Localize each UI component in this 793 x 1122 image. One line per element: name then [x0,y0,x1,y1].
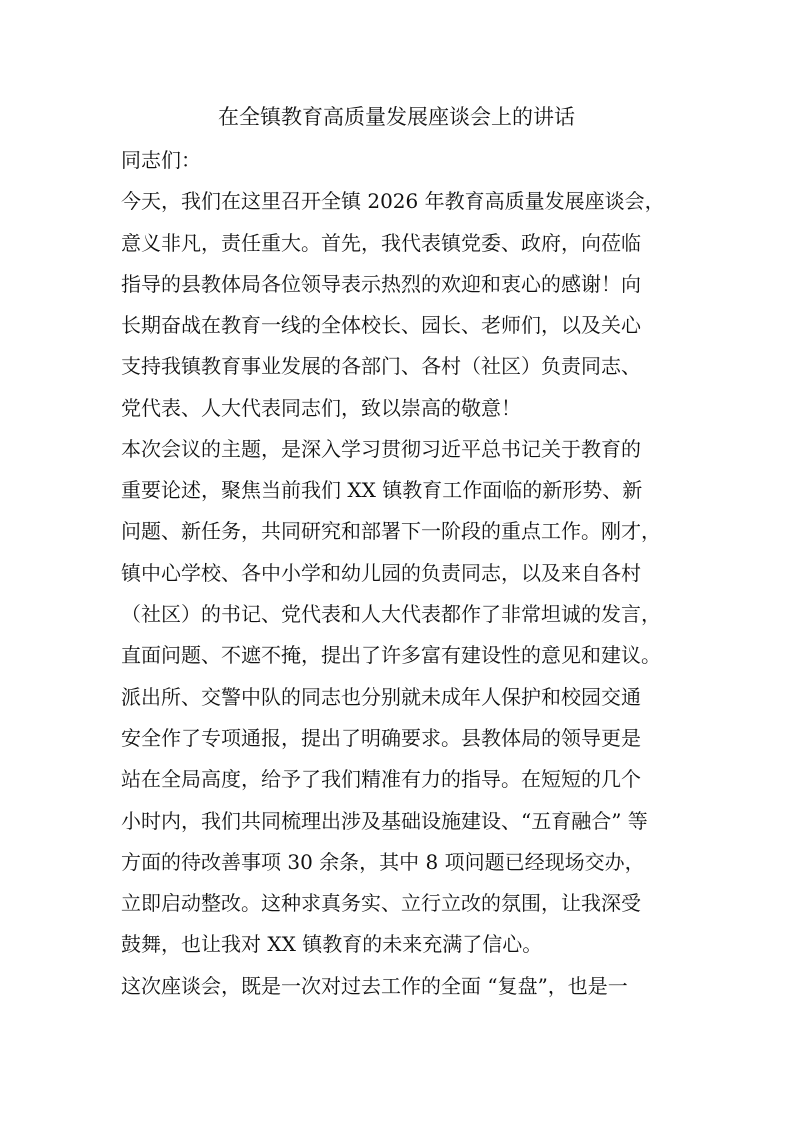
paragraph-line: 安全作了专项通报，提出了明确要求。县教体局的领导更是 [121,726,641,750]
paragraph-line: （社区）的书记、党代表和人大代表都作了非常坦诚的发言， [121,602,661,626]
paragraph-line: 党代表、人大代表同志们，致以崇高的敬意！ [121,396,521,420]
paragraph-line: 这次座谈会，既是一次对过去工作的全面 “复盘”，也是一 [121,974,628,998]
paragraph-line: 问题、新任务，共同研究和部署下一阶段的重点工作。刚才， [121,519,661,543]
paragraph-line: 小时内，我们共同梳理出涉及基础设施建设、“五育融合” 等 [121,809,648,833]
paragraph-line: 指导的县教体局各位领导表示热烈的欢迎和衷心的感谢！向 [121,272,641,296]
salutation: 同志们： [121,148,201,172]
document-title: 在全镇教育高质量发展座谈会上的讲话 [218,105,575,129]
paragraph-line: 本次会议的主题，是深入学习贯彻习近平总书记关于教育的 [121,437,641,461]
paragraph-line: 鼓舞，也让我对 XX 镇教育的未来充满了信心。 [121,932,543,956]
paragraph-line: 长期奋战在教育一线的全体校长、园长、老师们，以及关心 [121,313,641,337]
paragraph-line: 派出所、交警中队的同志也分别就未成年人保护和校园交通 [121,685,641,709]
paragraph-line: 立即启动整改。这种求真务实、立行立改的氛围，让我深受 [121,891,641,915]
paragraph-line: 方面的待改善事项 30 余条，其中 8 项问题已经现场交办， [121,850,645,874]
paragraph-line: 意义非凡，责任重大。首先，我代表镇党委、政府，向莅临 [121,231,641,255]
paragraph-line: 直面问题、不遮不掩，提出了许多富有建设性的意见和建议。 [121,643,661,667]
paragraph-line: 站在全局高度，给予了我们精准有力的指导。在短短的几个 [121,767,641,791]
paragraph-line: 今天，我们在这里召开全镇 2026 年教育高质量发展座谈会， [121,189,665,213]
paragraph-line: 支持我镇教育事业发展的各部门、各村（社区）负责同志、 [121,354,641,378]
paragraph-line: 镇中心学校、各中小学和幼儿园的负责同志，以及来自各村 [121,561,641,585]
paragraph-line: 重要论述，聚焦当前我们 XX 镇教育工作面临的新形势、新 [121,478,643,502]
